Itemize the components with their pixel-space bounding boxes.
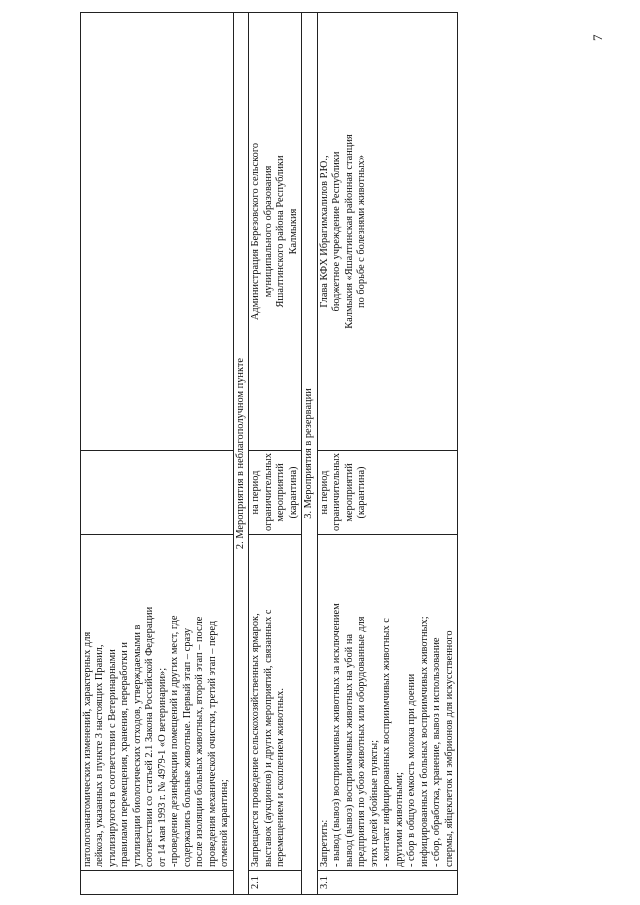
text-line: Глава КФХ Ибрагимхалилов Р.Ю., [318, 155, 330, 308]
measures-table [80, 12, 458, 895]
text-line: утилизируются в соответствии с Ветеринарными [106, 649, 118, 867]
section-header-row [233, 13, 248, 895]
text-line: - вывод (вывоз) восприимчивых животных за исключением [331, 603, 343, 867]
period-cell [81, 451, 234, 535]
text-line: (карантина) [287, 466, 299, 519]
number-cell [81, 871, 234, 895]
measure-cell [317, 535, 457, 871]
text-line: мероприятий [275, 463, 287, 522]
text-line: выставок (аукционов) и других мероприятий, связанных с [262, 609, 274, 867]
section-header-row [302, 13, 317, 895]
text-line: Яшалтинского района Республики [275, 155, 287, 308]
text-line: отменой карантина; [219, 779, 231, 867]
text-line: лейкоза, указанных в пункте 3 настоящих Правил, [94, 644, 106, 867]
measure-cell [81, 535, 234, 871]
text-line: после изоляции больных животных, второй этап – после [194, 616, 206, 867]
text-line: Калмыкия [287, 208, 299, 255]
text-line: мероприятий [343, 463, 355, 522]
text-line: другими животными; [393, 772, 405, 867]
text-line: правилами перемещения, хранения, переработки и [119, 642, 131, 867]
text-line: - сбор, обработка, хранение, вывоз и использование [431, 637, 443, 867]
text-line: предприятия по убою животных или оборудованные для [356, 616, 368, 867]
text-line: спермы, яйцеклеток и эмбрионов для искусственного [443, 630, 455, 867]
text-line: - контакт инфицированных восприимчивых животных с [381, 618, 393, 867]
text-line: Администрация Березовского сельского [250, 142, 262, 321]
section-2-title: 2. Мероприятия в неблагополучном пункте [233, 13, 248, 895]
text-line: этих целей убойные пункты; [368, 740, 380, 867]
text-line: проведения механической очистки, третий этап – перед [206, 620, 218, 867]
period-cell [317, 451, 457, 535]
text-line: перемещением и скоплением животных. [275, 688, 287, 867]
measure-cell [249, 535, 302, 871]
period-cell [249, 451, 302, 535]
text-line: Запретить: [318, 819, 330, 867]
responsible-cell [81, 13, 234, 451]
text-line: Калмыкия «Яшалтинская районная станция [343, 134, 355, 329]
text-line: - сбор в общую емкость молока при доении [406, 673, 418, 867]
text-line: по борьбе с болезнями животных» [356, 155, 368, 308]
text-line: муниципального образования [262, 165, 274, 298]
table-row-continuation [81, 13, 234, 895]
text-line: ограничительных [262, 453, 274, 531]
text-line: на период [250, 470, 262, 515]
text-line: бюджетное учреждение Республики [331, 151, 343, 312]
text-line: содержались больные животные. Первый этап – сразу [181, 627, 193, 867]
row-number: 2.1 [249, 871, 302, 895]
text-line: на период [318, 470, 330, 515]
page-number: 7 [590, 34, 605, 41]
text-line: Запрещается проведение сельскохозяйственных ярмарок, [250, 613, 262, 867]
text-line: (карантина) [356, 466, 368, 519]
text-line: ограничительных [331, 453, 343, 531]
text-line: -проведение дезинфекции помещений и других мест, где [169, 615, 181, 867]
row-number: 3.1 [317, 871, 457, 895]
responsible-cell [249, 13, 302, 451]
text-line: соответствии со статьей 2.1 Закона Российской Федерации [144, 606, 156, 867]
text-line: от 14 мая 1993 г. № 4979-1 «О ветеринарии»; [156, 667, 168, 867]
table-row-2-1 [249, 13, 302, 895]
table-row-3-1 [317, 13, 457, 895]
text-line: утилизации биологических отходов, утверждаемыми в [131, 624, 143, 867]
section-3-title: 3. Мероприятия в резервации [302, 13, 317, 895]
text-line: вывод (вывоз) восприимчивых животных на убой на [343, 633, 355, 867]
responsible-cell [317, 13, 457, 451]
text-line: инфицированных и больных восприимчивых животных; [418, 616, 430, 867]
text-line: патологоанатомических изменений, характерных для [82, 631, 93, 867]
